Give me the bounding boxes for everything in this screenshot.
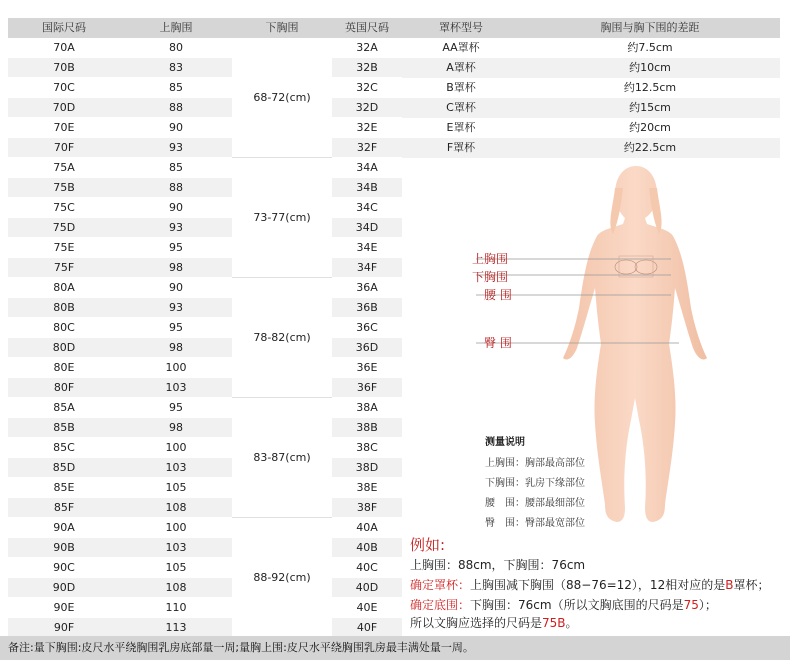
intl-size-cell: 70E <box>53 121 75 134</box>
cup-cell: E罩杯 <box>446 121 476 134</box>
upper-bust-cell: 83 <box>120 58 232 78</box>
legend-item: 腰 围：腰部最细部位 <box>485 498 585 509</box>
upper-bust-cell: 100 <box>165 521 187 534</box>
example-line-2 <box>410 576 769 593</box>
under-bust-band-label: 68-72(cm) <box>253 91 311 104</box>
intl-size-cell: 70B <box>8 58 120 78</box>
intl-size-cell: 75C <box>53 201 75 214</box>
label-under-bust: 下胸围 <box>472 270 509 284</box>
upper-bust-cell: 90 <box>169 121 183 134</box>
upper-bust-cell: 85 <box>169 161 183 174</box>
uk-size-cell: 38F <box>332 498 402 518</box>
upper-bust-cell: 100 <box>165 441 187 454</box>
upper-bust-cell: 105 <box>165 481 187 494</box>
under-bust-band-label: 73-77(cm) <box>253 211 311 224</box>
uk-size-cell: 40B <box>332 538 402 558</box>
intl-size-cell: 70F <box>8 138 120 158</box>
diff-cell: 约7.5cm <box>627 41 673 54</box>
diff-cell: 约12.5cm <box>623 81 677 94</box>
upper-bust-cell: 103 <box>120 378 232 398</box>
intl-size-cell: 90F <box>8 618 120 638</box>
uk-size-cell: 38D <box>332 458 402 478</box>
intl-size-cell: 90E <box>53 601 75 614</box>
intl-size-cell: 85E <box>53 481 75 494</box>
intl-size-cell: 75F <box>8 258 120 278</box>
intl-size-cell: 85D <box>8 458 120 478</box>
body-diagram <box>401 158 780 528</box>
uk-size-cell: 38A <box>356 401 378 414</box>
header-under-bust: 下胸围 <box>265 21 299 34</box>
intl-size-cell: 85A <box>53 401 75 414</box>
diff-cell: 约22.5cm <box>520 138 780 158</box>
band-text: 下胸围：76cm（所以文胸底围的尺码是 <box>470 598 684 612</box>
uk-size-cell: 38C <box>356 441 378 454</box>
header-uk-size: 英国尺码 <box>345 21 389 34</box>
legend-item: 臀 围：臀部最宽部位 <box>485 518 585 529</box>
band-label: 确定底围： <box>410 598 471 612</box>
intl-size-cell: 80F <box>8 378 120 398</box>
upper-bust-cell: 113 <box>120 618 232 638</box>
upper-bust-cell: 98 <box>120 338 232 358</box>
upper-bust-cell: 108 <box>120 498 232 518</box>
upper-bust-cell: 95 <box>169 241 183 254</box>
diff-cell: 约20cm <box>629 121 671 134</box>
uk-size-cell: 34F <box>332 258 402 278</box>
upper-bust-cell: 88 <box>120 98 232 118</box>
under-bust-band <box>232 398 332 518</box>
upper-bust-cell: 85 <box>169 81 183 94</box>
uk-size-cell: 40C <box>356 561 378 574</box>
under-bust-band-label: 83-87(cm) <box>253 451 311 464</box>
upper-bust-cell: 105 <box>165 561 187 574</box>
intl-size-cell: 80D <box>8 338 120 358</box>
example-line-1: 上胸围：88cm，下胸围：76cm <box>410 558 586 572</box>
intl-size-cell: 70A <box>53 41 75 54</box>
uk-size-cell: 36E <box>356 361 378 374</box>
legend-title: 测量说明 <box>485 437 525 448</box>
intl-size-cell: 90D <box>8 578 120 598</box>
upper-bust-cell: 103 <box>120 538 232 558</box>
under-bust-band <box>232 518 332 638</box>
uk-size-cell: 32D <box>332 98 402 118</box>
diff-cell: 约15cm <box>520 98 780 118</box>
cup-result: B <box>725 578 734 592</box>
uk-size-cell: 36A <box>356 281 378 294</box>
header-bust-diff: 胸围与胸下围的差距 <box>600 21 700 34</box>
diff-cell: 约10cm <box>520 58 780 78</box>
upper-bust-cell: 95 <box>169 321 183 334</box>
uk-size-cell: 34E <box>356 241 378 254</box>
footer-note: 备注:量下胸围:皮尺水平绕胸围乳房底部量一周;量胸上围:皮尺水平绕胸围乳房最丰满处量一周。 <box>0 636 790 660</box>
body-figure-illustration <box>401 158 780 528</box>
uk-size-cell: 32B <box>332 58 402 78</box>
uk-size-cell: 32E <box>356 121 378 134</box>
upper-bust-cell: 98 <box>120 258 232 278</box>
band-suffix: ）； <box>698 598 717 612</box>
label-upper-bust: 上胸围 <box>472 252 509 266</box>
upper-bust-cell: 103 <box>120 458 232 478</box>
upper-bust-cell: 93 <box>120 218 232 238</box>
example-title: 例如: <box>410 536 446 554</box>
upper-bust-cell: 90 <box>169 281 183 294</box>
legend-item: 下胸围：乳房下缘部位 <box>485 478 585 489</box>
upper-bust-cell: 80 <box>169 41 183 54</box>
under-bust-band <box>232 38 332 158</box>
cup-cell: B罩杯 <box>446 81 476 94</box>
cup-cell: AA罩杯 <box>442 41 480 54</box>
uk-size-cell: 32C <box>356 81 378 94</box>
intl-size-cell: 80A <box>53 281 75 294</box>
cup-label: 确定罩杯： <box>410 578 471 592</box>
uk-size-cell: 40F <box>332 618 402 638</box>
upper-bust-cell: 98 <box>120 418 232 438</box>
intl-size-cell: 90A <box>53 521 75 534</box>
cup-cell: F罩杯 <box>402 138 520 158</box>
cup-cell: C罩杯 <box>402 98 520 118</box>
upper-bust-cell: 95 <box>169 401 183 414</box>
cup-suffix: 罩杯； <box>733 578 770 592</box>
uk-size-cell: 40D <box>332 578 402 598</box>
upper-bust-cell: 110 <box>165 601 187 614</box>
header-cup-type: 罩杯型号 <box>439 21 483 34</box>
uk-size-cell: 32F <box>332 138 402 158</box>
intl-size-cell: 80C <box>53 321 75 334</box>
label-waist: 腰 围 <box>484 288 512 302</box>
under-bust-band <box>232 158 332 278</box>
uk-size-cell: 40A <box>356 521 378 534</box>
intl-size-cell: 70C <box>53 81 75 94</box>
header-intl-size: 国际尺码 <box>42 21 86 34</box>
example-block <box>410 534 770 630</box>
cup-text: 上胸围减下胸围（88−76=12），12相对应的是 <box>470 578 726 592</box>
intl-size-cell: 70D <box>8 98 120 118</box>
uk-size-cell: 34B <box>332 178 402 198</box>
upper-bust-cell: 100 <box>165 361 187 374</box>
under-bust-band <box>232 278 332 398</box>
uk-size-cell: 36C <box>356 321 378 334</box>
intl-size-cell: 80B <box>8 298 120 318</box>
intl-size-cell: 75D <box>8 218 120 238</box>
upper-bust-cell: 93 <box>120 138 232 158</box>
upper-bust-cell: 108 <box>120 578 232 598</box>
intl-size-cell: 90C <box>53 561 75 574</box>
cup-cell: A罩杯 <box>402 58 520 78</box>
band-result: 75 <box>683 598 699 612</box>
under-bust-band-label: 78-82(cm) <box>253 331 311 344</box>
intl-size-cell: 90B <box>8 538 120 558</box>
uk-size-cell: 34D <box>332 218 402 238</box>
final-size: 75B <box>542 616 566 630</box>
uk-size-cell: 38B <box>332 418 402 438</box>
uk-size-cell: 32A <box>356 41 378 54</box>
intl-size-cell: 75E <box>53 241 75 254</box>
legend-item: 上胸围：胸部最高部位 <box>485 458 585 469</box>
uk-size-cell: 40E <box>356 601 378 614</box>
label-hip: 臀 围 <box>484 336 512 350</box>
uk-size-cell: 38E <box>356 481 378 494</box>
intl-size-cell: 85B <box>8 418 120 438</box>
intl-size-cell: 75A <box>53 161 75 174</box>
under-bust-band-label: 88-92(cm) <box>253 571 311 584</box>
uk-size-cell: 34C <box>356 201 378 214</box>
table-header <box>8 18 780 38</box>
example-line-3 <box>410 596 717 613</box>
uk-size-cell: 34A <box>356 161 378 174</box>
upper-bust-cell: 93 <box>120 298 232 318</box>
intl-size-cell: 80E <box>53 361 75 374</box>
uk-size-cell: 36F <box>332 378 402 398</box>
uk-size-cell: 36D <box>332 338 402 358</box>
upper-bust-cell: 88 <box>120 178 232 198</box>
upper-bust-cell: 90 <box>169 201 183 214</box>
intl-size-cell: 75B <box>8 178 120 198</box>
final-text: 所以文胸应选择的尺码是 <box>410 616 543 630</box>
intl-size-cell: 85F <box>8 498 120 518</box>
intl-size-cell: 85C <box>53 441 75 454</box>
example-line-4 <box>410 614 578 631</box>
final-suffix: 。 <box>565 616 578 630</box>
uk-size-cell: 36B <box>332 298 402 318</box>
header-upper-bust: 上胸围 <box>159 21 193 34</box>
